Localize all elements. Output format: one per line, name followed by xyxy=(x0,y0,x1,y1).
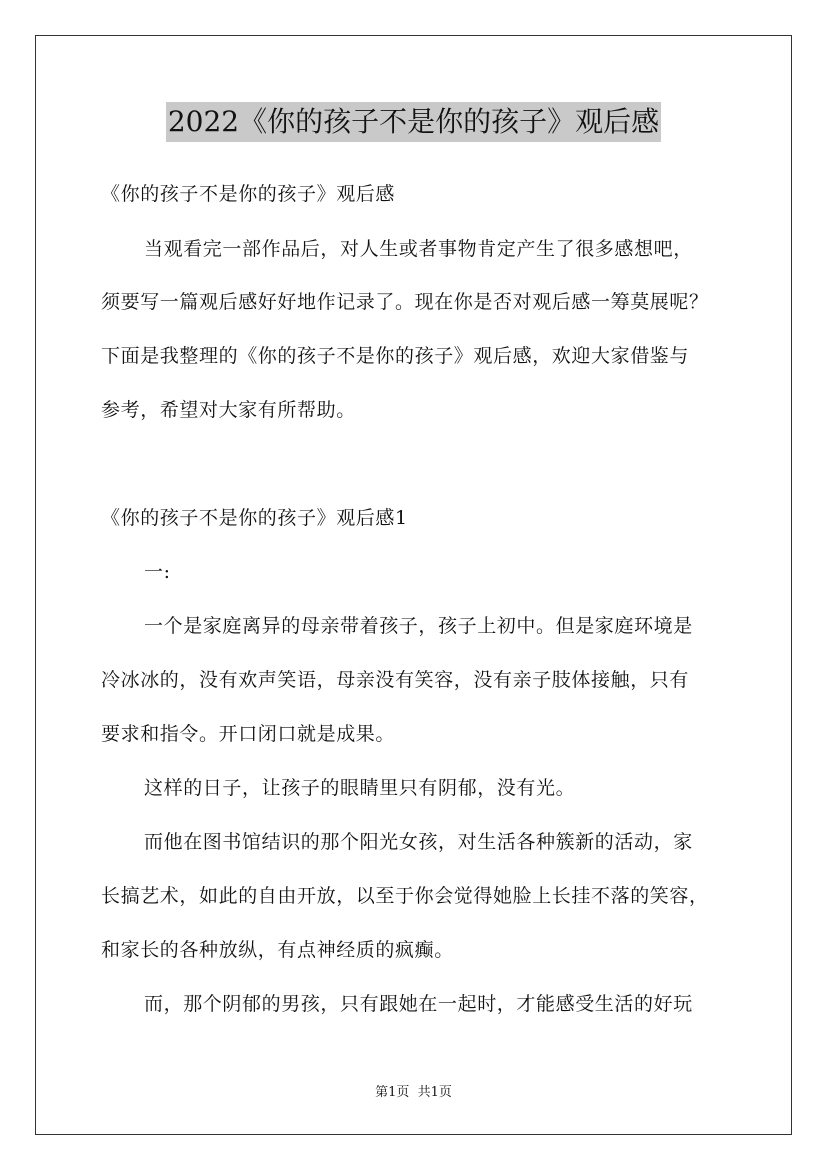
paragraph-line: 参考，希望对大家有所帮助。 xyxy=(101,399,356,421)
page-footer: 第1页 共1页 xyxy=(375,1085,452,1100)
subtitle-line: 《你的孩子不是你的孩子》观后感 xyxy=(101,183,396,205)
paragraph-line: 冷冰冰的，没有欢声笑语，母亲没有笑容，没有亲子肢体接触，只有 xyxy=(101,669,690,691)
paragraph-line: 这样的日子，让孩子的眼睛里只有阴郁，没有光。 xyxy=(144,777,576,799)
paragraph-line: 一个是家庭离异的母亲带着孩子，孩子上初中。但是家庭环境是 xyxy=(144,615,693,637)
paragraph-line: 长搞艺术，如此的自由开放，以至于你会觉得她脸上长挂不落的笑容， xyxy=(101,885,709,907)
title-container xyxy=(0,102,827,142)
paragraph-line: 一: xyxy=(144,561,171,583)
paragraph-line: 下面是我整理的《你的孩子不是你的孩子》观后感，欢迎大家借鉴与 xyxy=(101,345,690,367)
document-title: 2022《你的孩子不是你的孩子》观后感 xyxy=(166,102,661,142)
paragraph-line: 须要写一篇观后感好好地作记录了。现在你是否对观后感一筹莫展呢？ xyxy=(101,291,709,313)
paragraph-line: 和家长的各种放纵，有点神经质的疯癫。 xyxy=(101,939,454,961)
paragraph-line: 而他在图书馆结识的那个阳光女孩，对生活各种簇新的活动，家 xyxy=(144,831,693,853)
paragraph-line: 要求和指令。开口闭口就是成果。 xyxy=(101,723,396,745)
paragraph-line: 当观看完一部作品后，对人生或者事物肯定产生了很多感想吧， xyxy=(144,238,693,260)
section-heading: 《你的孩子不是你的孩子》观后感1 xyxy=(101,507,408,529)
paragraph-line: 而，那个阴郁的男孩，只有跟她在一起时，才能感受生活的好玩 xyxy=(144,993,693,1015)
